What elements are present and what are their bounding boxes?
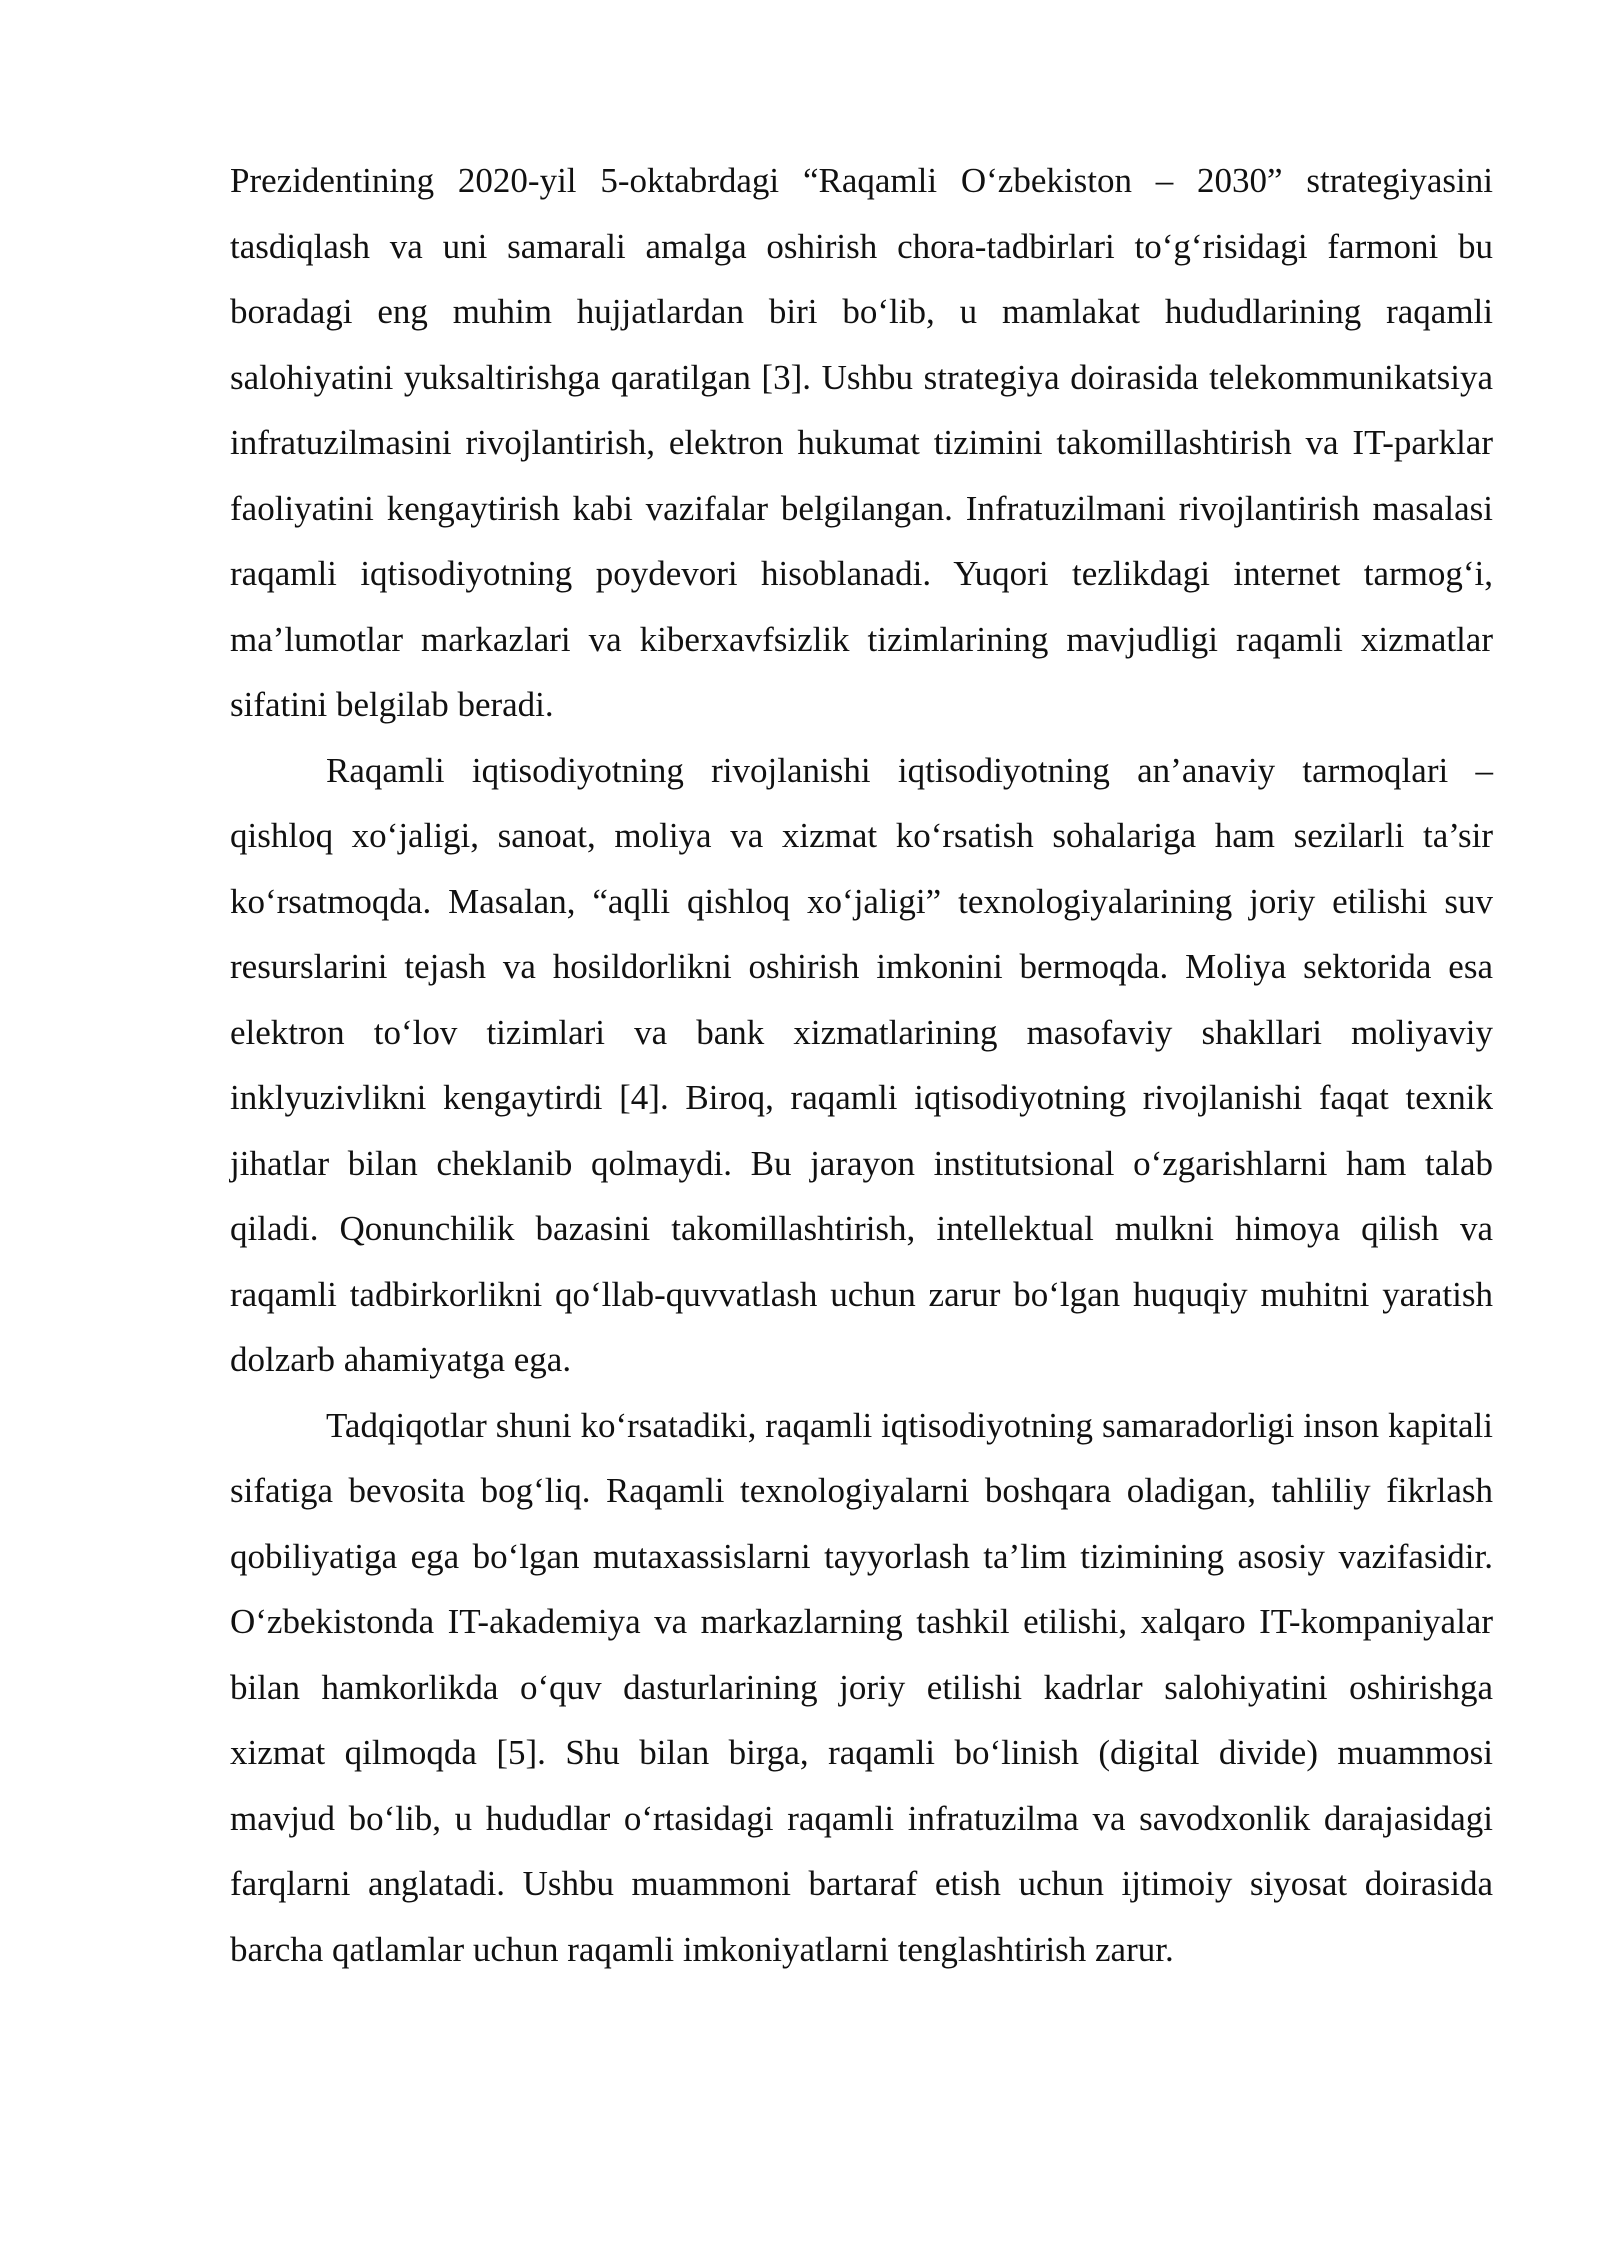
- document-page: [230, 148, 1493, 1982]
- paragraph-strategy: Prezidentining 2020-yil 5-oktabrdagi “Raqamli O‘zbekiston – 2030” strategiyasini tasdiqlash va uni samarali amalga oshirish chora-tadbirlari to‘g‘risidagi farmoni bu boradagi eng muhim hujjatlardan biri bo‘lib, u mamlakat hududlarining raqamli salohiyatini yuksaltirishga qaratilgan [3]. Ushbu strategiya doirasida telekommunikatsiya infratuzilmasini rivojlantirish, elektron hukumat tizimini takomillashtirish va IT-parklar faoliyatini kengaytirish kabi vazifalar belgilangan. Infratuzilmani rivojlantirish masalasi raqamli iqtisodiyotning poydevori hisoblanadi. Yuqori tezlikdagi internet tarmog‘i, ma’lumotlar markazlari va kiberxavfsizlik tizimlarining mavjudligi raqamli xizmatlar sifatini belgilab beradi.: [230, 161, 1493, 724]
- paragraph-sectors: Raqamli iqtisodiyotning rivojlanishi iqtisodiyotning an’anaviy tarmoqlari – qishloq xo‘jaligi, sanoat, moliya va xizmat ko‘rsatish sohalariga ham sezilarli ta’sir ko‘rsatmoqda. Masalan, “aqlli qishloq xo‘jaligi” texnologiyalarining joriy etilishi suv resurslarini tejash va hosildorlikni oshirish imkonini bermoqda. Moliya sektorida esa elektron to‘lov tizimlari va bank xizmatlarining masofaviy shakllari moliyaviy inklyuzivlikni kengaytirdi [4]. Biroq, raqamli iqtisodiyotning rivojlanishi faqat texnik jihatlar bilan cheklanib qolmaydi. Bu jarayon institutsional o‘zgarishlarni ham talab qiladi. Qonunchilik bazasini takomillashtirish, intellektual mulkni himoya qilish va raqamli tadbirkorlikni qo‘llab-quvvatlash uchun zarur bo‘lgan huquqiy muhitni yaratish dolzarb ahamiyatga ega.: [230, 750, 1493, 1379]
- paragraph-human-capital: Tadqiqotlar shuni ko‘rsatadiki, raqamli iqtisodiyotning samaradorligi inson kapitali sifatiga bevosita bog‘liq. Raqamli texnologiyalarni boshqara oladigan, tahliliy fikrlash qobiliyatiga ega bo‘lgan mutaxassislarni tayyorlash ta’lim tizimining asosiy vazifasidir. O‘zbekistonda IT-akademiya va markazlarning tashkil etilishi, xalqaro IT-kompaniyalar bilan hamkorlikda o‘quv dasturlarining joriy etilishi kadrlar salohiyatini oshirishga xizmat qilmoqda [5]. Shu bilan birga, raqamli bo‘linish (digital divide) muammosi mavjud bo‘lib, u hududlar o‘rtasidagi raqamli infratuzilma va savodxonlik darajasidagi farqlarni anglatadi. Ushbu muammoni bartaraf etish uchun ijtimoiy siyosat doirasida barcha qatlamlar uchun raqamli imkoniyatlarni tenglashtirish zarur.: [230, 1405, 1493, 1969]
